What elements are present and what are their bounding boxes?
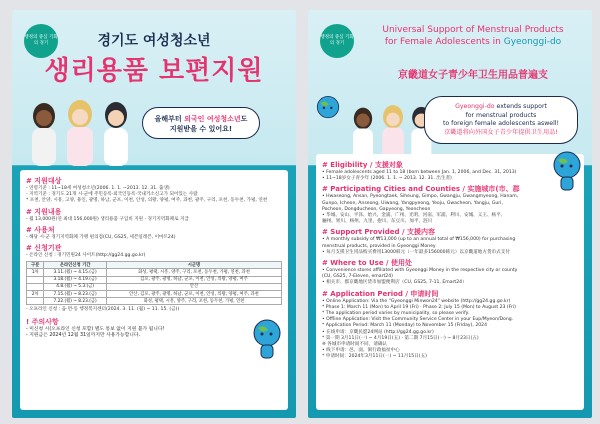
- info-sections: [322, 161, 578, 361]
- section-line: - 월 13,000원(연 최대 156,000원) 생리용품 구입비 지원 · 경기지역화폐로 지급: [26, 216, 189, 222]
- poster-title-cn: 京畿道女子青少年卫生用品普遍支: [398, 70, 548, 81]
- section-line: * 申请时间：2024年3月11日(一) ~ 11月15日(五): [322, 354, 427, 360]
- section-line: * Application Period: March 11 (Monday) to November 15 (Friday), 2024: [322, 323, 488, 329]
- section-line: • 每月支援卫生用品购买费用13000韩元（一年最多156000韩元）以京畿道地方货币式支付: [322, 249, 510, 255]
- table-cell: 7.22.(월) ~ 8.23.(금): [44, 298, 107, 305]
- table-row: [27, 269, 282, 276]
- section-heading: # Where to Use / 使用处: [322, 259, 413, 268]
- poster-english-chinese: [308, 10, 592, 418]
- section-heading: # 지원대상: [26, 177, 62, 185]
- section-line: - 온라인 신청 : 경기민원24 사이트(http://gg24.gg.go.kr): [26, 253, 146, 259]
- section-line: - 지역기준 : 경기도 21개 시·군에 주민등록·외국인등록·국내거소신고가 되어있는 사람: [26, 192, 198, 198]
- table-cell: [27, 283, 44, 290]
- offline-application: - 오프라인 신청 : 읍·면·동 행정복지센터(2024. 3. 11. (월) ~ 11. 15. (금)): [26, 307, 180, 313]
- section-heading: # 지원내용: [26, 207, 62, 216]
- table-cell: 7.15.(월) ~ 8.23.(금): [44, 291, 107, 298]
- poster-subtitle: 경기도 여성청소년: [97, 33, 211, 49]
- gyeonggi-badge: 행정의 중심 기회의 경기: [24, 24, 58, 58]
- section-heading: # Participating Cities and Counties / 实施城市(市、郡: [322, 185, 520, 194]
- section-line: • 11~18岁女子青少年 (2006. 1. 1. ~ 2013. 12. 31. 出生者): [322, 176, 452, 182]
- section-heading: # 사용처: [26, 225, 55, 234]
- table-row: [27, 283, 282, 290]
- section-line: • 相关市、郡京畿地区货币加盟便利店（CU, GS25, 7-11, Emart24）: [322, 280, 467, 286]
- schedule-table: [26, 261, 282, 305]
- table-row: [27, 298, 282, 305]
- table-cell: [27, 276, 44, 283]
- section-line: - 연령기준 : 11~18세 여성청소년(2006. 1. 1. ~2013. 12. 31. 출생): [26, 186, 170, 191]
- table-cell: 3.11.(월) ~ 4.15.(금): [44, 269, 107, 276]
- section-line: (CU, GS25, 7-Eleven, emart24): [322, 274, 393, 280]
- section-line: • Offline Application: Visit the Community Service Center in your Eup/Myeon/Dong.: [322, 317, 514, 323]
- table-cell: 화성, 평택, 시흥, 양주, 구리, 포천, 동두천, 가평, 연천, 과천: [106, 269, 281, 276]
- caution-line: - 미신청 시(오프라인 신청 포함) 별도 통보 없이 지원 불가 됩니다!: [26, 326, 165, 332]
- table-cell: 2차: [27, 291, 44, 298]
- poster-title-en: Universal Support of Menstrual Products for Female Adolescents in Gyeonggi-do: [382, 25, 564, 47]
- section-line: menstrual products, provided in Gyeonggi Money: [322, 243, 436, 249]
- section-line: * 第一期 3月11日(一) ~ 4月19日(五) · 第二期 7月15日(一) ~ 8月23日(五): [322, 335, 479, 341]
- section-line: 骊州、果川、杨州、九里、抱川、东豆川、加平、涟川: [322, 219, 433, 225]
- info-panel: [316, 154, 584, 410]
- adolescents-illustration: [22, 96, 142, 166]
- section-line: Pocheon, Dongducheon, Gapyeong, Yeoncheon: [322, 206, 431, 212]
- caution-heading: ! 주의사항: [26, 317, 59, 326]
- section-line: * The application period varies by municipality, so please verify.: [322, 311, 470, 317]
- table-header-cell: 구분: [27, 262, 44, 269]
- section-heading: # Support Provided / 支援内容: [322, 228, 435, 237]
- table-row: [27, 291, 282, 298]
- table-header-cell: 시군명: [106, 262, 281, 269]
- table-header-cell: 온라인신청 기간: [44, 262, 107, 269]
- info-panel: [20, 170, 288, 410]
- table-cell: 1차: [27, 269, 44, 276]
- gyeonggi-badge-en: 행정의 중심 기회의 경기: [320, 24, 354, 58]
- earth-mascot-icon: [550, 150, 584, 192]
- section-line: • 线下申请：邑、面、洞行政福祉中心: [322, 348, 400, 354]
- table-cell: 화성, 평택, 시흥, 양주, 구리, 포천, 동두천, 가평, 연천: [106, 298, 281, 305]
- section-line: Gunpo, Icheon, Anseong, Uiwang, Yangpyeong, Yeoju, Gwacheon, Yangju, Guri,: [322, 200, 503, 206]
- table-cell: [27, 298, 44, 305]
- speech-bubble: 올해부터 외국인 여성청소년도 지원받을 수 있어요!: [142, 107, 260, 139]
- poster-title: 생리용품 보편지원: [44, 56, 264, 86]
- section-line: • 华城、安山、平泽、始兴、金浦、广州、光明、河南、军浦、利川、安城、义王、杨平、: [322, 213, 506, 219]
- info-sections: [26, 177, 282, 259]
- poster-korean: [12, 10, 296, 418]
- table-row: [27, 276, 282, 283]
- table-cell: 안산: [106, 283, 281, 290]
- section-line: • A monthly subsidy of ₩13,000 (up to an annual total of ₩156,000) for purchasing: [322, 237, 516, 243]
- table-cell: 김포, 광주, 광명, 하남, 군포, 이천, 안성, 의왕, 양평, 여주: [106, 276, 281, 283]
- caution-list: [26, 327, 282, 340]
- section-line: * Phase 1: March 11 (Mon) to April 19 (Fri) · Phase 2: July 15 (Mon) to August 23 (Fri): [322, 304, 516, 310]
- caution-line: - 지원금은 2024년 12월 31일까지만 사용가능합니다.: [26, 333, 141, 339]
- section-heading: # 신청기관: [26, 244, 62, 253]
- section-line: * 포천, 안양, 시흥, 고양, 용인, 광명, 하남, 군포, 이천, 안성, 의왕, 양평, 여주, 과천, 광주, 구리, 포천, 동두천, 가평, 연천: [26, 198, 268, 204]
- earth-mascot-icon: [250, 318, 284, 360]
- section-line: - 해당 시·군 경기지역화폐 가맹 편의점(CU, GS25, 세븐일레븐, 이마트24): [26, 234, 176, 240]
- section-line: • Online Application: Via the "Gyeonggi Minwon24" website (http://gg24.gg.go.kr): [322, 298, 511, 304]
- section-line: ※ 各城市申请时间不同，请确认: [322, 342, 388, 348]
- section-line: • 在线申请：京畿民愿24网站 (http://gg24.gg.go.kr): [322, 329, 434, 335]
- section-line: • Convenience stores affiliated with Gyeonggi Money in the respective city or county: [322, 268, 518, 274]
- speech-bubble: Gyeonggi-do extends support for menstrual products to foreign female adolescents aswell! 京畿道将向外国女子青少年提供卫生用品!: [424, 96, 578, 144]
- table-cell: 안산, 김포, 광주, 광명, 하남, 군포, 이천, 안성, 의왕, 양평, 여주, 과천: [106, 291, 281, 298]
- table-cell: 3.18.(월) ~ 4.19.(금): [44, 276, 107, 283]
- section-line: • Hwaseong, Ansan, Pyeongtaek, Siheung, Gimpo, Gwangju, Gwangmyeong, Hanam,: [322, 194, 519, 200]
- section-line: • Female adolescents aged 11 to 18 (born between Jan. 1, 2006, and Dec. 31, 2013): [322, 170, 517, 175]
- section-heading: # Application Period / 申请时间: [322, 289, 439, 298]
- section-heading: # Eligibility / 支援对象: [322, 161, 403, 169]
- table-cell: 4.8.(월) ~ 5.3.(금): [44, 283, 107, 290]
